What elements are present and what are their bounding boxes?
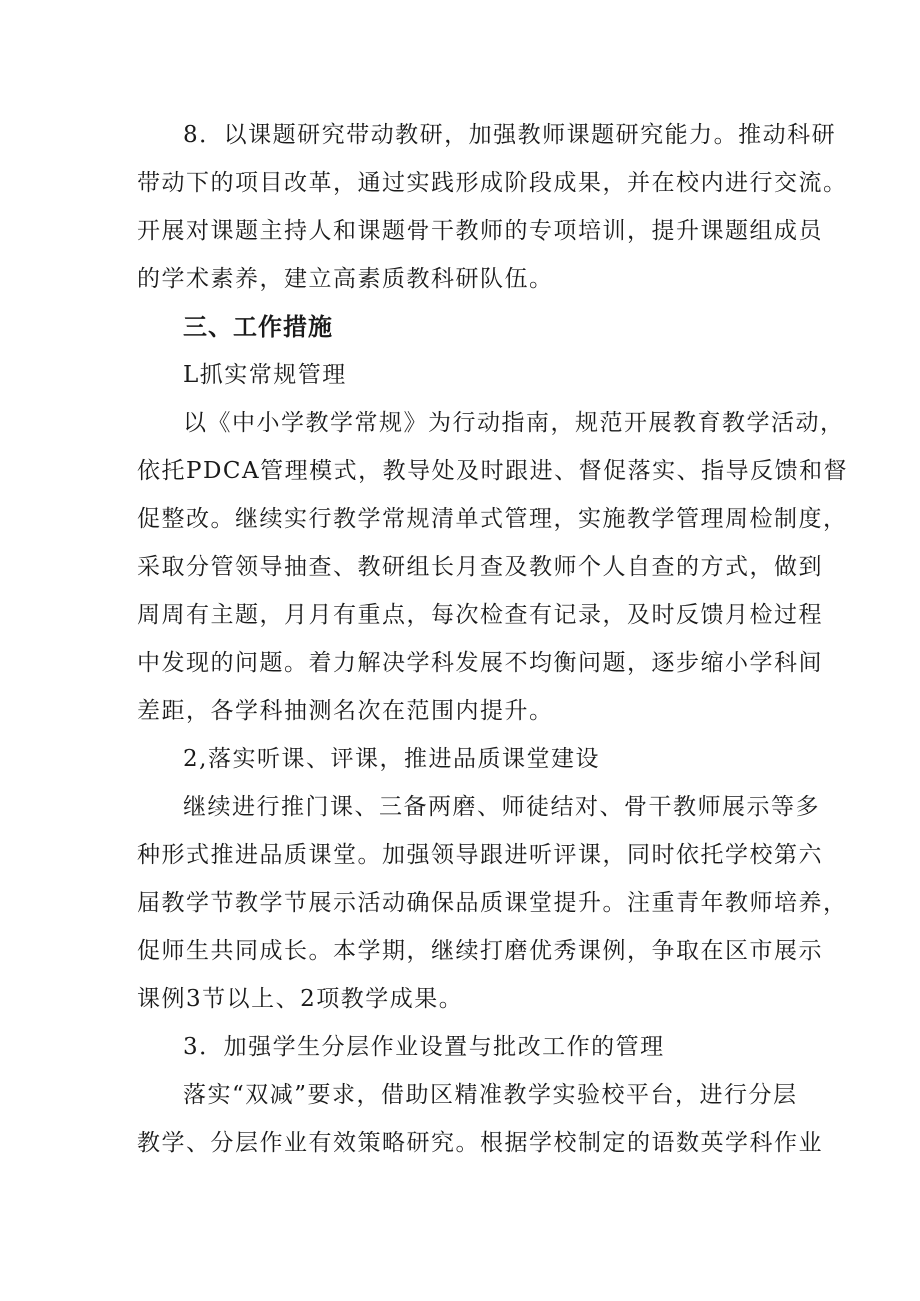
item2-line-4: 促师生共同成长。本学期，继续打磨优秀课例，争取在区市展示 xyxy=(137,938,823,964)
item1-line-4: 采取分管领导抽查、教研组长月查及教师个人自查的方式，做到 xyxy=(137,554,823,580)
item1-line-2: 依托PDCA管理模式，教导处及时跟进、督促落实、指导反馈和督 xyxy=(137,458,849,484)
item1-line-7: 差距，各学科抽测名次在范围内提升。 xyxy=(137,698,554,724)
item2-line-3: 届教学节教学节展示活动确保品质课堂提升。注重青年教师培养， xyxy=(137,890,848,916)
item2-line-1: 继续进行推门课、三备两磨、师徒结对、骨干教师展示等多 xyxy=(183,794,820,820)
item2-line-2: 种形式推进品质课堂。加强领导跟进听评课，同时依托学校第六 xyxy=(137,842,823,868)
item3-line-2: 教学、分层作业有效策略研究。根据学校制定的语数英学科作业 xyxy=(137,1130,823,1156)
item1-line-1: 以《中小学教学常规》为行动指南，规范开展教育教学活动， xyxy=(183,410,845,436)
item2-title: 2,落实听课、评课，推进品质课堂建设 xyxy=(183,746,600,772)
item1-line-5: 周周有主题，月月有重点，每次检查有记录，及时反馈月检过程 xyxy=(137,602,823,628)
para8-line-2: 带动下的项目改革，通过实践形成阶段成果，并在校内进行交流。 xyxy=(137,170,848,196)
item1-title: L抓实常规管理 xyxy=(183,362,347,388)
item1-line-3: 促整改。继续实行教学常规清单式管理，实施教学管理周检制度， xyxy=(137,506,848,532)
para8-line-1: 8．以课题研究带动教研，加强教师课题研究能力。推动科研 xyxy=(183,122,837,148)
item2-line-5: 课例3节以上、2项教学成果。 xyxy=(137,986,464,1012)
item3-line-1: 落实“双减”要求，借助区精准教学实验校平台，进行分层 xyxy=(183,1082,798,1108)
para8-line-3: 开展对课题主持人和课题骨干教师的专项培训，提升课题组成员 xyxy=(137,218,823,244)
para8-line-4: 的学术素养，建立高素质教科研队伍。 xyxy=(137,266,554,292)
section-heading: 三、工作措施 xyxy=(183,313,333,341)
item1-line-6: 中发现的问题。着力解决学科发展不均衡问题，逐步缩小学科间 xyxy=(137,650,823,676)
item3-title: 3．加强学生分层作业设置与批改工作的管理 xyxy=(183,1034,665,1060)
